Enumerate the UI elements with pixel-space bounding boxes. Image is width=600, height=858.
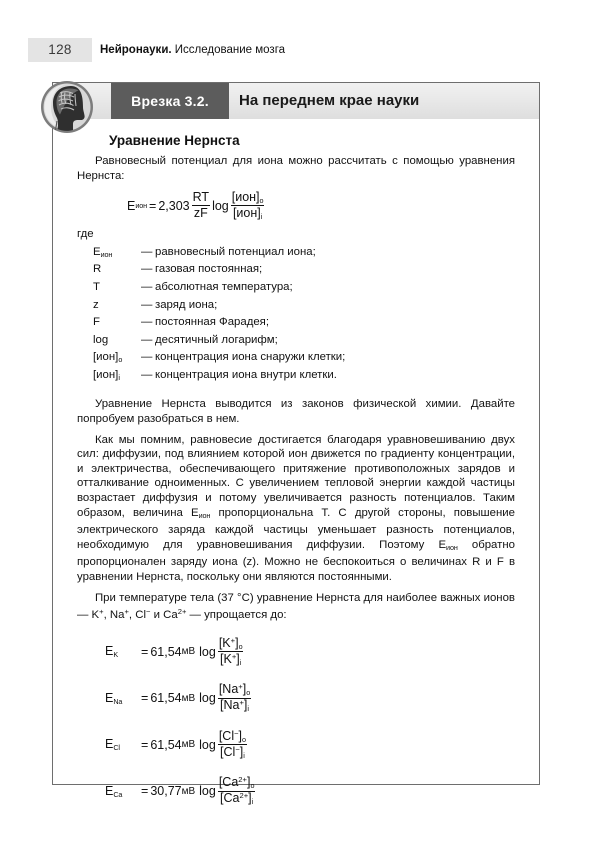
body-paragraph-1: Уравнение Нернста выводится из законов физической химии. Давайте попробуем разобраться в нем.	[77, 398, 515, 426]
denominator-bracket: ]	[239, 744, 244, 759]
ion-equation-lhs-symbol: E	[105, 690, 114, 705]
banner-title: На переднем крае науки	[239, 92, 420, 109]
definition-symbol-text: log	[93, 333, 109, 346]
body-paragraph-2-part-a: Как мы помним, равновесие достигается благодаря уравновешиванию двух сил: диффузии, под влиянием которой ион движется по градиенту концентрации, и электричества, обеспечивающего притяжение противоположных зарядов и отталкивание одноименных. С увеличением тепловой энергии каждой частицы возрастает диффузия и потому увеличивается разность потенциалов. Таким образом, величина E	[77, 433, 515, 519]
definition-text: абсолютная температура;	[155, 280, 293, 293]
ion-equation-denominator	[218, 744, 247, 759]
numerator-ion: [Cl	[218, 728, 235, 743]
ion-equation-lhs-subscript: Ca	[113, 789, 123, 799]
brain-head-medallion-icon	[40, 80, 94, 134]
list-item	[93, 315, 539, 333]
denominator-bracket: ]	[243, 698, 248, 713]
feature-content	[53, 119, 539, 823]
ion-equation-lhs-symbol: E	[105, 783, 114, 798]
numerator-bracket: ]	[238, 728, 243, 743]
feature-banner	[53, 83, 539, 119]
ion-equation-log: log	[199, 784, 216, 799]
definition-text: равновесный потенциал иона;	[155, 245, 316, 258]
definition-symbol-subscript: ион	[100, 249, 113, 259]
body-paragraph-2-subscript-2: ион	[446, 542, 458, 552]
definition-symbol-text: R	[93, 263, 102, 276]
denominator-ion: [Ca	[220, 791, 240, 806]
numerator-bracket: ]	[246, 775, 251, 790]
ion-equation-log: log	[199, 737, 216, 752]
body-paragraph-2-subscript-1: ион	[198, 510, 211, 520]
ion-equation-log: log	[199, 644, 216, 659]
numerator-bracket: ]	[235, 635, 239, 650]
ion-equation-numerator	[217, 730, 248, 744]
numerator-ion: [K	[218, 635, 231, 650]
definition-symbol-subscript: o	[118, 355, 123, 365]
ion-equation-fraction	[217, 683, 252, 713]
ion-equation-denominator	[218, 651, 243, 666]
potassium-equation	[105, 637, 539, 667]
ion-equation-equals: =	[141, 737, 149, 752]
ion-equation-fraction	[217, 730, 248, 760]
ion-equation-equals: =	[141, 784, 149, 799]
denominator-ion: [K	[220, 651, 232, 666]
page-number: 128	[48, 42, 72, 57]
definition-text: концентрация иона снаружи клетки;	[155, 351, 346, 364]
ion-equation-unit: мВ	[181, 785, 196, 797]
ion-inside-denominator	[231, 205, 264, 220]
list-item	[93, 333, 539, 351]
denominator-charge: −	[235, 744, 240, 754]
definition-text: постоянная Фарадея;	[155, 316, 270, 329]
ion-outside-text: [ион]	[231, 190, 260, 205]
denominator-ion: [Cl	[220, 744, 236, 759]
definition-text: заряд иона;	[155, 298, 218, 311]
definition-symbol	[93, 368, 141, 386]
ion-equations-group	[53, 637, 539, 806]
feature-box	[52, 82, 540, 807]
equation-log: log	[212, 198, 229, 213]
ion-equation-lhs	[105, 644, 139, 659]
ion-equation-unit: мВ	[181, 739, 196, 751]
definition-dash: —	[141, 245, 153, 258]
definition-text: газовая постоянная;	[155, 263, 263, 276]
ion-equation-log: log	[199, 691, 216, 706]
ion-equation-unit: мВ	[181, 646, 196, 658]
definition-dash: —	[141, 263, 153, 276]
body-paragraph-3-part-c: , Cl	[128, 609, 147, 622]
numerator-subscript: o	[242, 734, 246, 744]
running-head	[28, 38, 558, 62]
definition-symbol-text: [ион]	[93, 351, 119, 364]
definition-dash: —	[141, 333, 153, 346]
numerator-ion: [Na	[218, 682, 239, 697]
list-item	[93, 350, 539, 368]
list-item	[93, 280, 539, 298]
denominator-ion: [Na	[220, 698, 240, 713]
definition-symbol	[93, 315, 141, 333]
ion-equation-numerator	[217, 776, 257, 790]
definition-symbol	[93, 280, 141, 298]
definition-symbol-text: T	[93, 280, 100, 293]
definition-symbol	[93, 245, 141, 263]
ion-equation-coefficient: 61,54	[150, 737, 182, 752]
definition-text: концентрация иона внутри клетки.	[155, 368, 337, 381]
ion-equation-lhs	[105, 737, 139, 752]
equation-coefficient: 2,303	[158, 198, 190, 213]
ion-equation-coefficient: 61,54	[150, 691, 182, 706]
sodium-equation	[105, 683, 539, 713]
calcium-charge: 2+	[177, 607, 187, 617]
body-paragraph-3-part-b: , Na	[103, 609, 125, 622]
fraction-denominator: zF	[193, 205, 208, 220]
numerator-charge: +	[238, 682, 243, 692]
denominator-charge: +	[231, 651, 237, 661]
numerator-subscript: o	[250, 781, 255, 791]
definition-symbol-text: F	[93, 316, 100, 329]
numerator-subscript: o	[238, 641, 243, 651]
ion-equation-fraction	[217, 776, 257, 806]
running-head-title	[100, 38, 285, 62]
definition-symbol	[93, 333, 141, 351]
running-head-title-bold: Нейронауки.	[100, 44, 172, 56]
body-paragraph-3-part-d: и Ca	[150, 609, 178, 622]
list-item	[93, 368, 539, 386]
ion-equation-denominator	[218, 698, 251, 713]
ion-equation-lhs-subscript: Na	[113, 696, 123, 706]
definitions-list	[53, 245, 539, 386]
ion-equation-coefficient: 61,54	[150, 644, 182, 659]
denominator-subscript: i	[247, 704, 249, 714]
body-paragraph-3-part-e: — упрощается до:	[186, 609, 287, 622]
definition-dash: —	[141, 368, 153, 381]
ion-inside-subscript: i	[260, 211, 263, 221]
ion-equation-denominator	[218, 791, 255, 806]
body-paragraph-2	[53, 433, 539, 585]
definition-symbol-subscript: i	[118, 372, 120, 382]
numerator-charge: +	[230, 635, 236, 645]
definition-symbol-text: z	[93, 298, 99, 311]
ion-equation-equals: =	[141, 644, 149, 659]
definition-dash: —	[141, 280, 153, 293]
fraction-numerator: RT	[192, 190, 210, 205]
ion-equation-lhs	[105, 784, 139, 799]
equation-lhs: E	[127, 198, 136, 213]
ion-inside-text: [ион]	[232, 205, 261, 220]
equation-rt-zf-fraction	[191, 191, 211, 220]
denominator-subscript: i	[251, 797, 254, 807]
nernst-equation	[53, 191, 539, 221]
ion-equation-coefficient: 30,77	[150, 784, 182, 799]
definition-dash: —	[141, 351, 153, 364]
where-label: где	[77, 227, 94, 240]
equation-equals: =	[149, 198, 157, 213]
running-head-title-rest: Исследование мозга	[174, 44, 286, 56]
section-title: Уравнение Нернста	[109, 133, 240, 148]
ion-equation-fraction	[217, 637, 245, 667]
denominator-subscript: i	[243, 750, 245, 760]
chloride-charge: −	[146, 607, 151, 617]
numerator-ion: [Ca	[218, 775, 239, 790]
chloride-equation	[105, 730, 539, 760]
numerator-charge: −	[234, 728, 239, 738]
ion-equation-numerator	[217, 683, 252, 697]
ion-outside-subscript: o	[259, 196, 264, 206]
definition-symbol-text: E	[93, 245, 101, 258]
list-item	[93, 245, 539, 263]
definition-symbol-text: [ион]	[93, 368, 119, 381]
ion-equation-lhs-symbol: E	[105, 737, 114, 752]
ion-outside-numerator	[230, 191, 266, 205]
ion-equation-equals: =	[141, 691, 149, 706]
ion-equation-lhs-symbol: E	[105, 644, 114, 659]
body-paragraph-2-part-c: обратно пропорционален заряду иона (z). Можно не беспокоиться о величинах R и F в уравнении Нернста, поскольку они являются постоянными.	[77, 538, 515, 583]
equation-lhs-subscript: ион	[135, 201, 148, 211]
calcium-equation	[105, 776, 539, 806]
ion-equation-numerator	[217, 637, 245, 651]
numerator-subscript: o	[246, 688, 251, 698]
definition-symbol	[93, 350, 141, 368]
definition-dash: —	[141, 316, 153, 329]
denominator-bracket: ]	[248, 791, 252, 806]
body-paragraph-2-part-b: пропорциональна T. С другой стороны, повышение электрического заряда каждой частицы уменьшает разность потенциалов, необходимую для уравновешивания диффузии. Поэтому E	[77, 506, 515, 551]
ion-equation-lhs	[105, 691, 139, 706]
body-paragraph-3	[53, 591, 539, 623]
definition-symbol	[93, 298, 141, 316]
box-number-label: Врезка 3.2.	[131, 93, 209, 109]
numerator-bracket: ]	[242, 682, 247, 697]
sodium-charge: +	[124, 607, 129, 617]
numerator-charge: 2+	[238, 775, 247, 785]
list-item	[93, 262, 539, 280]
body-paragraph-3-part-a: При температуре тела (37 °C) уравнение Нернста для наиболее важных ионов — K	[77, 591, 515, 622]
denominator-bracket: ]	[236, 651, 240, 666]
ion-equation-lhs-subscript: K	[113, 650, 119, 660]
definition-dash: —	[141, 298, 153, 311]
definition-symbol	[93, 262, 141, 280]
denominator-charge: +	[239, 698, 244, 708]
potassium-charge: +	[99, 607, 104, 617]
ion-equation-lhs-subscript: Cl	[113, 743, 120, 753]
intro-paragraph: Равновесный потенциал для иона можно рассчитать с помощью уравнения Нернста:	[77, 155, 515, 182]
denominator-subscript: i	[239, 657, 242, 667]
ion-equation-unit: мВ	[181, 692, 196, 704]
equation-ion-ratio-fraction	[230, 191, 266, 221]
definition-text: десятичный логарифм;	[155, 333, 278, 346]
denominator-charge: 2+	[239, 791, 249, 801]
list-item	[93, 298, 539, 316]
